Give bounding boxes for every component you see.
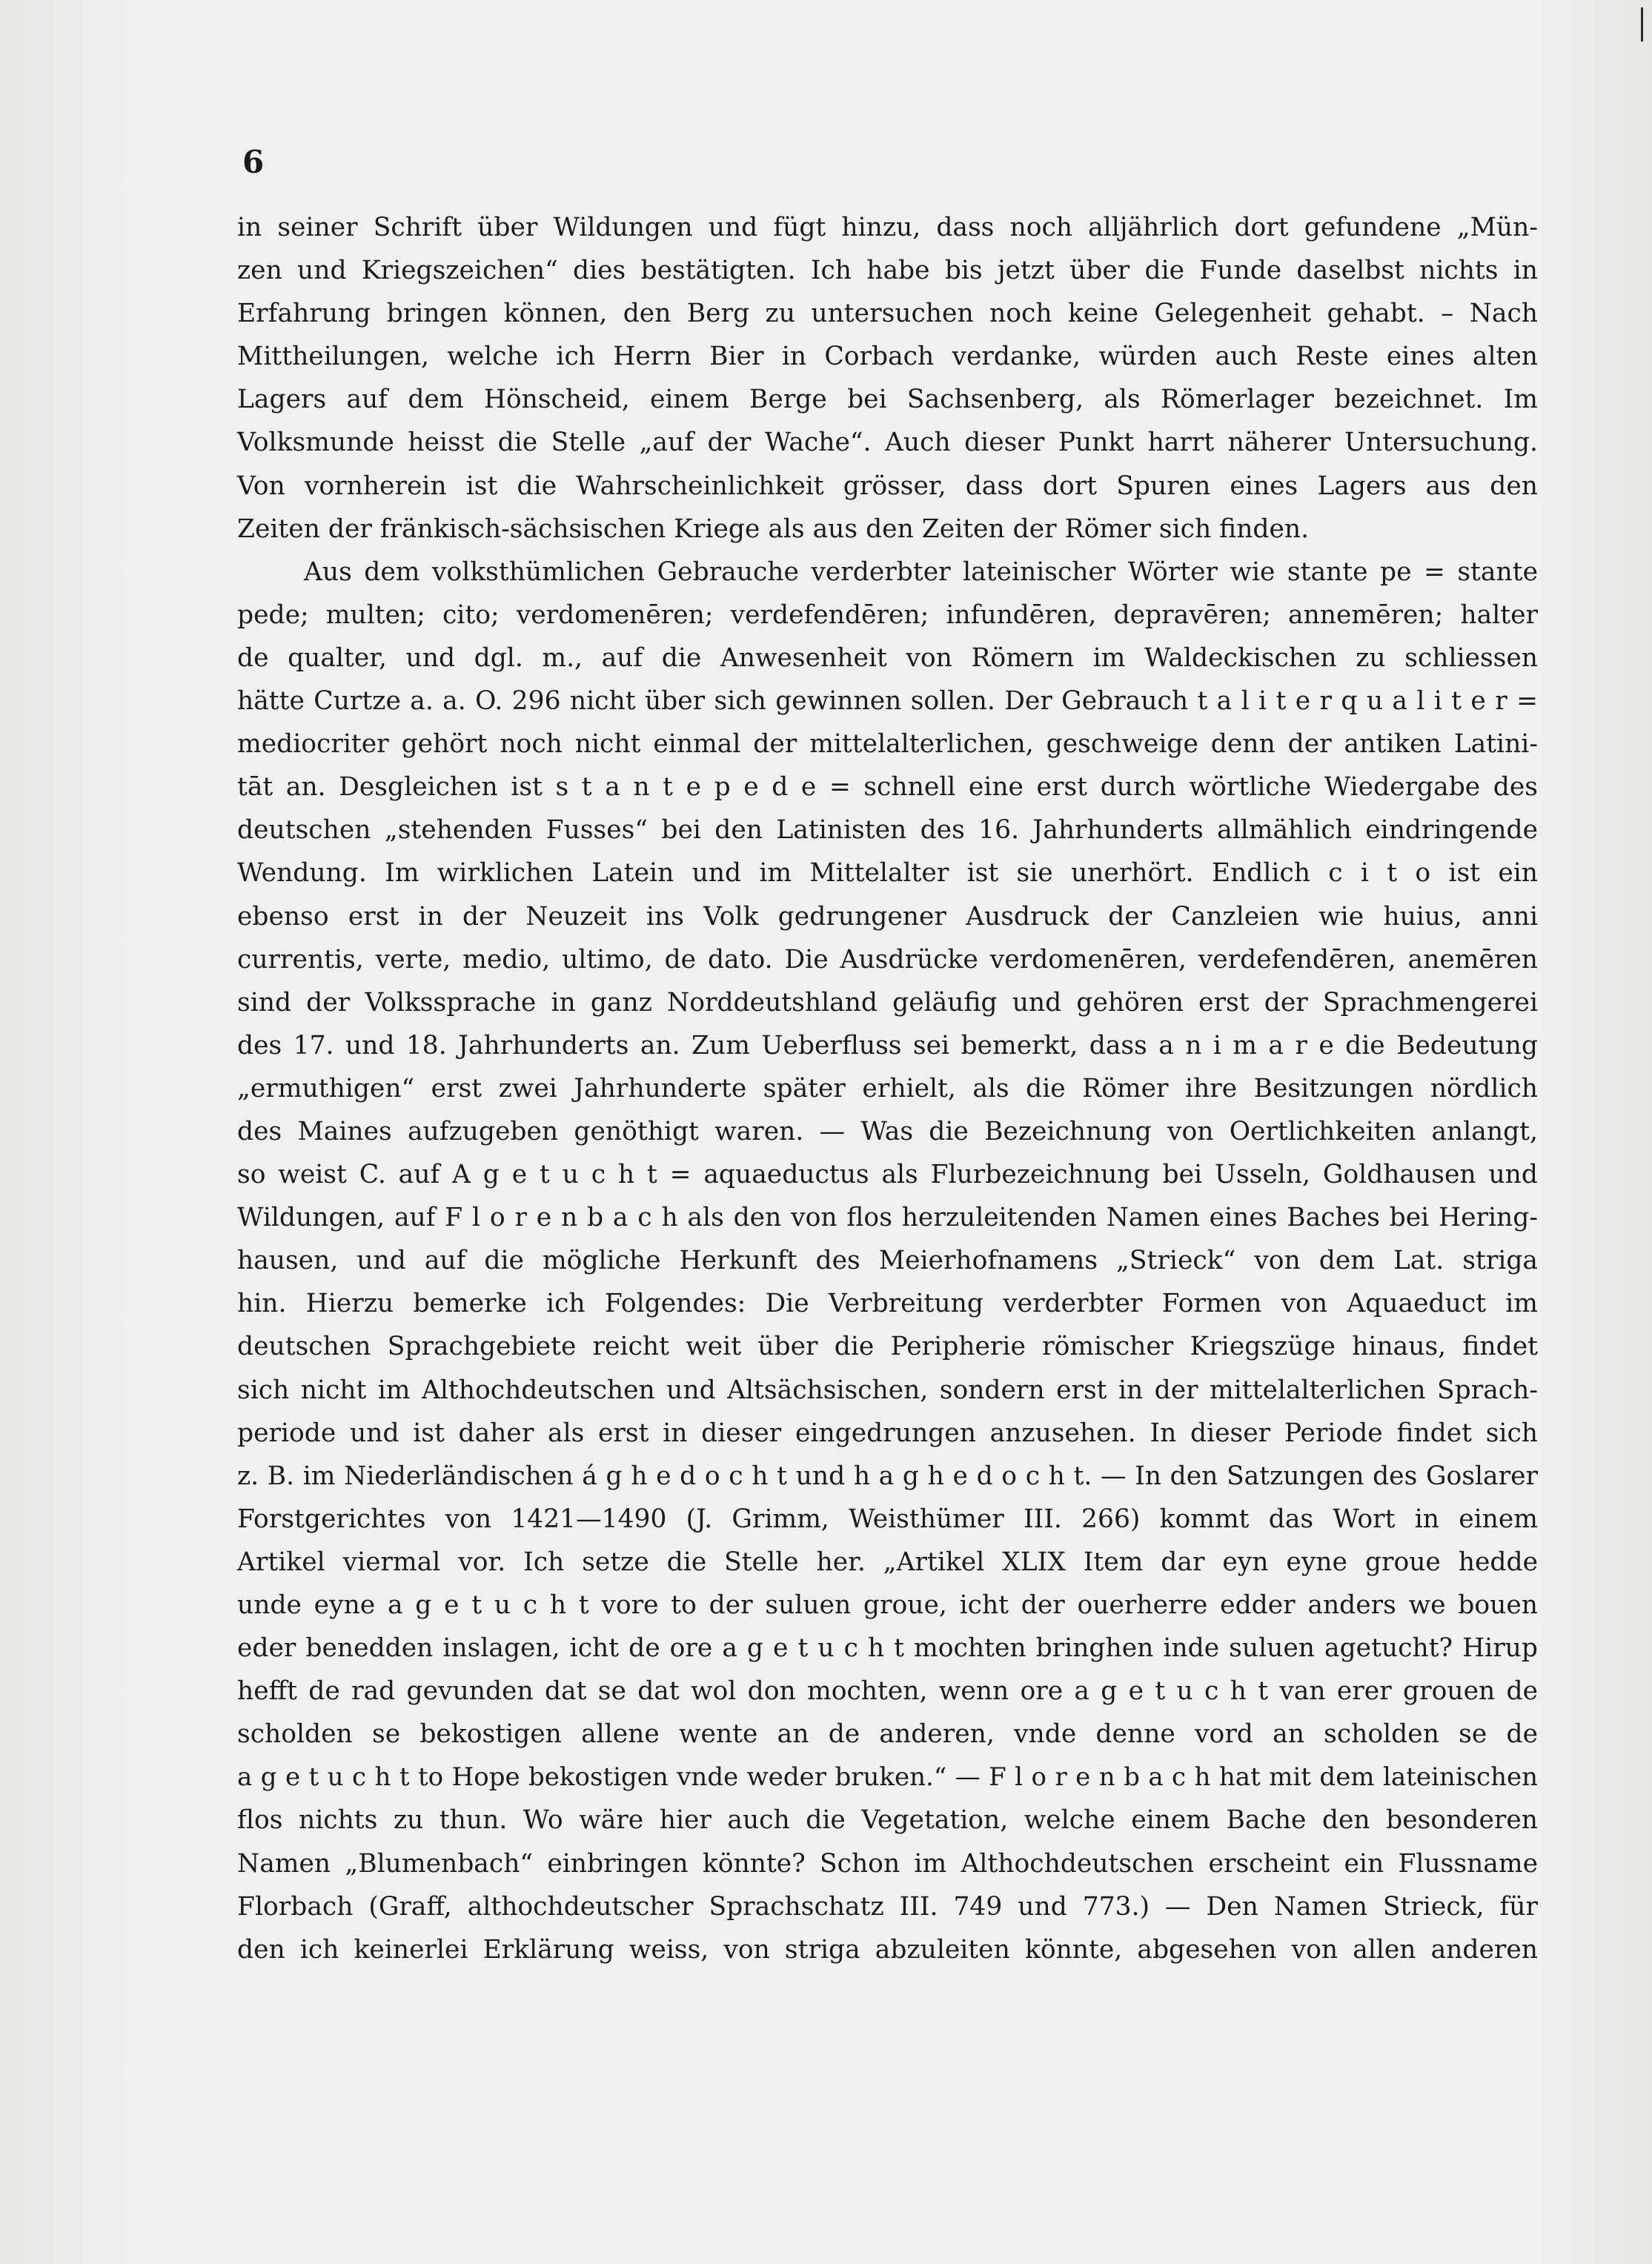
text-line: Wendung. Im wirklichen Latein und im Mittelalter ist sie unerhört. Endlich c i t o ist ein [237,858,1538,889]
text-line: zen und Kriegszeichen“ dies bestätigten. Ich habe bis jetzt über die Funde daselbst nichts in [237,256,1538,286]
text-line: des 17. und 18. Jahrhunderts an. Zum Ueberfluss sei bemerkt, dass a n i m a r e die Bedeutung [237,1030,1538,1060]
page-number: 6 [242,144,265,180]
text-line: scholden se bekostigen allene wente an de anderen, vnde denne vord an scholden se de [237,1719,1538,1750]
text-line: deutschen „stehenden Fusses“ bei den Latinisten des 16. Jahrhunderts allmählich eindringende [237,815,1538,846]
text-line: hin. Hierzu bemerke ich Folgendes: Die Verbreitung verderbter Formen von Aquaeduct im [237,1289,1538,1319]
text-line: deutschen Sprachgebiete reicht weit über die Peripherie römischer Kriegszüge hinaus, findet [237,1332,1538,1362]
text-line: tāt an. Desgleichen ist s t a n t e p e d e = schnell eine erst durch wörtliche Wiedergabe des [237,772,1538,803]
text-line: hätte Curtze a. a. O. 296 nicht über sich gewinnen sollen. Der Gebrauch t a l i t e r q u a l i t e r = [237,686,1538,717]
text-line: periode und ist daher als erst in dieser eingedrungen anzusehen. In dieser Periode findet sich [237,1418,1538,1448]
text-line: des Maines aufzugeben genöthigt waren. — Was die Bezeichnung von Oertlichkeiten anlangt, [237,1116,1538,1146]
text-line: currentis, verte, medio, ultimo, de dato. Die Ausdrücke verdomenēren, verdefendēren, anemēren [237,944,1538,975]
text-line: „ermuthigen“ erst zwei Jahrhunderte später erhielt, als die Römer ihre Besitzungen nördlich [237,1073,1538,1103]
scan-edge-mark [1641,7,1643,42]
text-line: Wildungen, auf F l o r e n b a c h als den von flos herzuleitenden Namen eines Baches bei Hering- [237,1203,1538,1233]
text-line: Aus dem volksthümlichen Gebrauche verderbter lateinischer Wörter wie stante pe = stante [304,557,1538,587]
text-line: de qualter, und dgl. m., auf die Anwesenheit von Römern im Waldeckischen zu schliessen [237,643,1538,673]
text-line: Namen „Blumenbach“ einbringen könnte? Schon im Althochdeutschen erscheint ein Flussname [237,1848,1538,1879]
text-line: Lagers auf dem Hönscheid, einem Berge bei Sachsenberg, als Römerlager bezeichnet. Im [237,385,1538,415]
text-line: Volksmunde heisst die Stelle „auf der Wache“. Auch dieser Punkt harrt näherer Untersuchung. [237,428,1538,458]
text-line: Erfahrung bringen können, den Berg zu untersuchen noch keine Gelegenheit gehabt. – Nach [237,299,1538,329]
text-line: unde eyne a g e t u c h t vore to der suluen groue, icht der ouerherre edder anders we bouen [237,1590,1538,1620]
text-line: Mittheilungen, welche ich Herrn Bier in Corbach verdanke, würden auch Reste eines alten [237,342,1538,372]
text-line: flos nichts zu thun. Wo wäre hier auch die Vegetation, welche einem Bache den besonderen [237,1805,1538,1836]
text-line: z. B. im Niederländischen á g h e d o c h t und h a g h e d o c h t. — In den Satzungen des Goslarer [237,1461,1538,1491]
text-line: Von vornherein ist die Wahrscheinlichkeit grösser, dass dort Spuren eines Lagers aus den [237,471,1538,501]
text-line: sind der Volkssprache in ganz Norddeutshland geläufig und gehören erst der Sprachmengerei [237,987,1538,1018]
text-line: a g e t u c h t to Hope bekostigen vnde weder bruken.“ — F l o r e n b a c h hat mit dem lateinischen [237,1762,1538,1793]
text-line: hefft de rad gevunden dat se dat wol don mochten, wenn ore a g e t u c h t van erer grouen de [237,1676,1538,1707]
text-line: den ich keinerlei Erklärung weiss, von striga abzuleiten könnte, abgesehen von allen anderen [237,1934,1538,1965]
text-line: Artikel viermal vor. Ich setze die Stelle her. „Artikel XLIX Item dar eyn eyne groue hedde [237,1547,1538,1577]
text-line: sich nicht im Althochdeutschen und Altsächsischen, sondern erst in der mittelalterlichen Sprach- [237,1375,1538,1405]
text-line: Zeiten der fränkisch-sächsischen Kriege als aus den Zeiten der Römer sich finden. [237,514,1310,544]
text-line: ebenso erst in der Neuzeit ins Volk gedrungener Ausdruck der Canzleien wie huius, anni [237,901,1538,932]
text-line: so weist C. auf A g e t u c h t = aquaeductus als Flurbezeichnung bei Usseln, Goldhausen und [237,1160,1538,1190]
text-line: hausen, und auf die mögliche Herkunft des Meierhofnamens „Strieck“ von dem Lat. striga [237,1246,1538,1276]
text-line: mediocriter gehört noch nicht einmal der mittelalterlichen, geschweige denn der antiken Latini- [237,729,1538,760]
body-text [237,206,1538,1971]
text-line: Florbach (Graff, althochdeutscher Sprachschatz III. 749 und 773.) — Den Namen Strieck, für [237,1891,1538,1922]
text-line: eder benedden inslagen, icht de ore a g e t u c h t mochten bringhen inde suluen agetucht? Hirup [237,1633,1538,1664]
text-line: in seiner Schrift über Wildungen und fügt hinzu, dass noch alljährlich dort gefundene „Mün- [237,213,1538,242]
text-line: Forstgerichtes von 1421—1490 (J. Grimm, Weisthümer III. 266) kommt das Wort in einem [237,1504,1538,1534]
text-line: pede; multen; cito; verdomenēren; verdefendēren; infundēren, depravēren; annemēren; halter [237,600,1538,630]
